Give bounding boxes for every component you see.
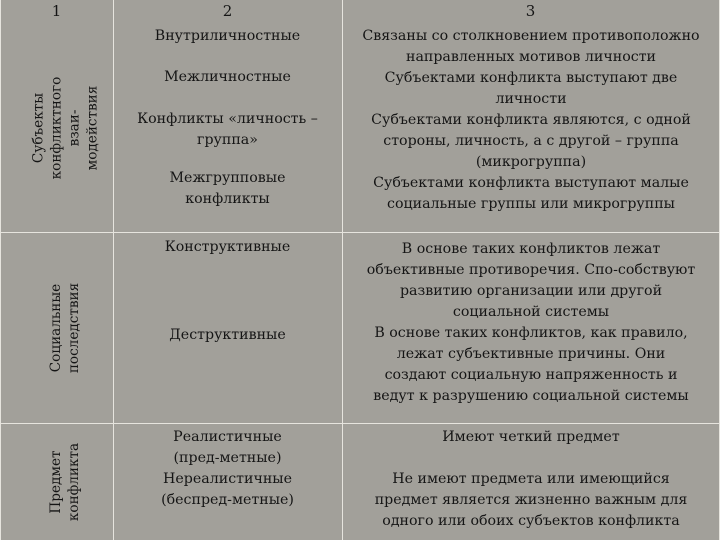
type-constructive: Конструктивные <box>164 239 291 255</box>
header-col-2: 2 <box>222 2 233 20</box>
section-label-subject-matter <box>40 424 90 540</box>
type-intrapersonal: Внутриличностные <box>154 28 301 44</box>
section-label-consequences-text: Социальные последствия <box>48 282 82 374</box>
type-interpersonal: Межличностные <box>164 69 291 85</box>
header-col-1: 1 <box>51 2 62 20</box>
type-person-group: Конфликты «личность – группа» <box>137 111 318 148</box>
type-intergroup: Межгрупповые конфликты <box>169 170 286 207</box>
section-label-subject-matter-text: Предмет конфликта <box>48 442 83 522</box>
type-destructive: Деструктивные <box>169 327 286 343</box>
unrealistic-description: Не имеют предмета или имеющийся предмет является жизненно важным для одного или обоих субъектов конфликта <box>374 471 688 529</box>
consequences-description: В основе таких конфликтов лежат объективные противоречия. Спо-собствуют развитию организации или другой социальной системы В основе таких конфликтов, как правило, лежат субъективные причины. Они создают социальную напряженность и ведут к разрушению социальной системы <box>366 241 696 404</box>
subjects-description: Связаны со столкновением противоположно направленных мотивов личности Субъектами конфликта выступают две личности Субъектами конфликта являются, с одной стороны, личность, а с другой – группа (микрогруппа) Субъектами конфликта выступают малые социальные группы или микрогруппы <box>362 28 700 212</box>
section-label-subjects <box>30 24 101 232</box>
section-label-consequences <box>40 233 90 423</box>
header-col-3: 3 <box>525 2 536 20</box>
table-border-left <box>0 0 1 540</box>
section-label-subjects-text: Субъекты конфликтного взаи-модействия <box>30 76 101 180</box>
row-divider-2 <box>0 423 720 424</box>
row-divider-1 <box>0 232 720 233</box>
type-realistic-unrealistic: Реалистичные (пред-метные) Нереалистичные (беспред-метные) <box>161 429 294 508</box>
realistic-description: Имеют четкий предмет <box>442 429 620 445</box>
